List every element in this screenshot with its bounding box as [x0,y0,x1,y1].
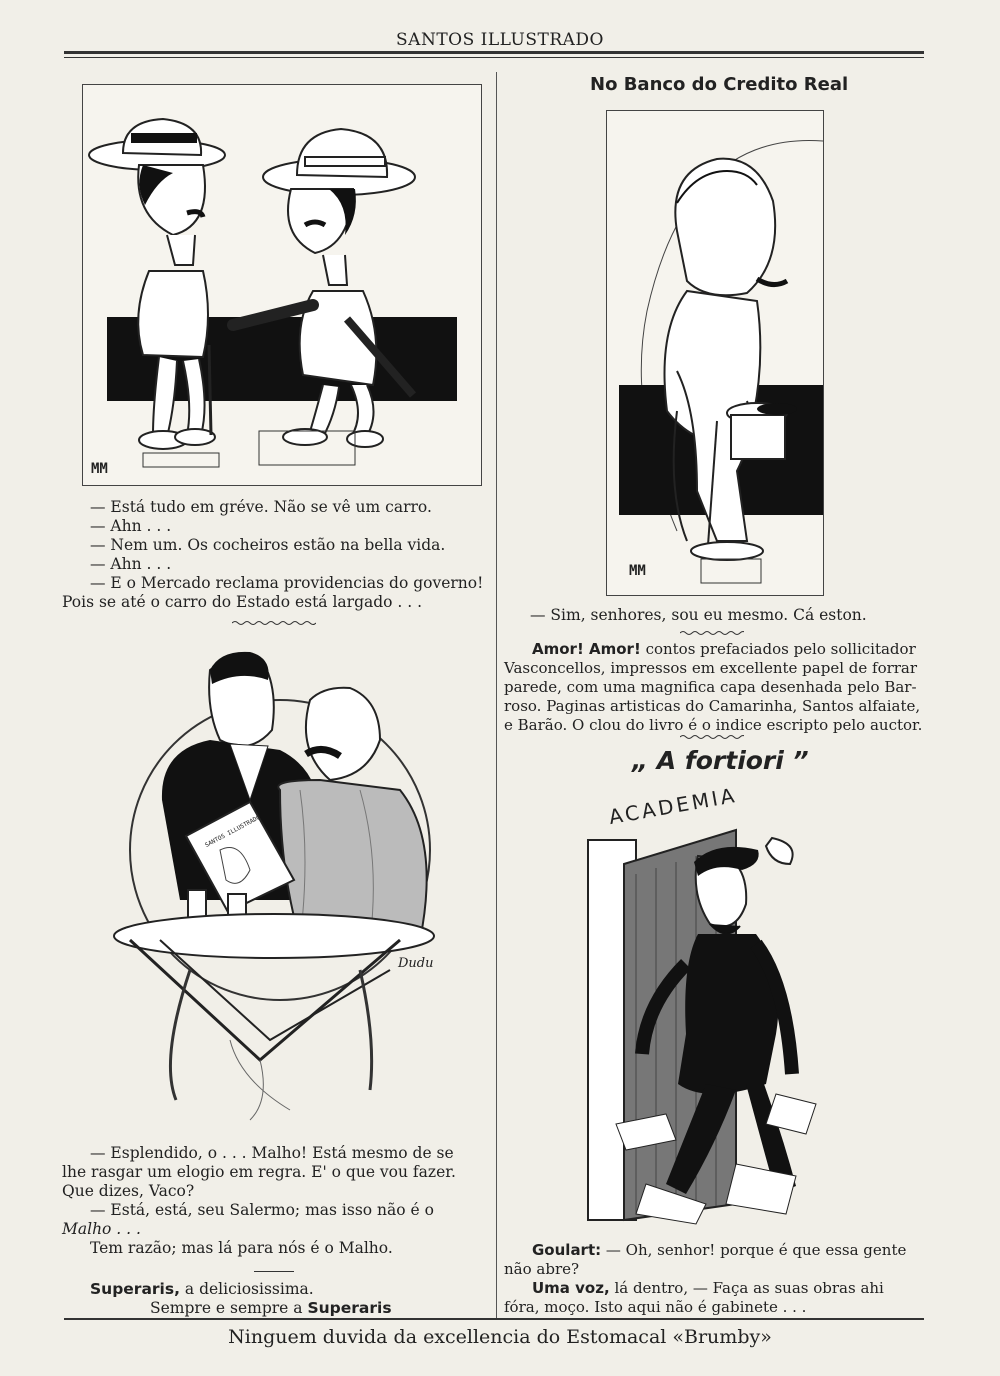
dialog-text: — Oh, senhor! porque é que essa gente [601,1241,907,1259]
dialog-text: lá dentro, — Faça as suas obras ahi [609,1279,884,1297]
cartoon-cafe-illustration [100,640,460,1140]
column-divider [496,72,497,1320]
caption-line: Pois se até o carro do Estado está largado . . . [62,593,423,611]
door-sign: ACADEMIA [606,782,739,830]
fortiori-title: „ A fortiori ” [632,746,809,775]
artist-monogram: MM [629,563,646,579]
caption-line: — Nem um. Os cocheiros estão na bella vida. [90,536,446,554]
artist-signature: Dudu [398,956,434,971]
notice-line: e Barão. O clou do livro é o indice escripto pelo auctor. [504,716,923,734]
magazine-cover-text: SANTOS ILLUSTRADO [203,813,262,850]
dialog-speaker: Goulart: [532,1241,602,1259]
fortiori-dialog [504,1241,930,1317]
page-header-title: SANTOS ILLUSTRADO [396,30,604,50]
dialog-text: fóra, moço. Isto aqui não é gabinete . . . [504,1298,807,1316]
ad-brand: Superaris, [90,1280,180,1298]
header-rule [64,51,924,54]
wavy-separator [680,734,744,740]
caption-line: — E o Mercado reclama providencias do governo! [90,574,484,592]
artist-monogram: MM [91,461,108,477]
superaris-ad [62,1280,492,1318]
footer-advert: Ninguem duvida da excellencia do Estomacal «Brumby» [228,1326,772,1348]
ad-brand: Superaris [307,1299,392,1317]
cartoon-cafe-table [100,640,460,1140]
wavy-separator [680,630,744,636]
notice-line: roso. Paginas artisticas do Camarinha, Santos alfaiate, [504,697,921,715]
cartoon-banker-top-hat [606,110,824,596]
dialog-speaker: Uma voz, [532,1279,610,1297]
cartoon-two-men-illustration [83,85,481,485]
caption-line: Malho . . . [62,1220,141,1238]
wavy-separator [232,620,316,626]
footer-rule [64,1318,924,1320]
notice-line: parede, com uma magnifica capa desenhada pelo Bar- [504,678,917,696]
cartoon-two-men-hats [82,84,482,486]
caption-line: — Ahn . . . [90,555,172,573]
caption-line: lhe rasgar um elogio em regra. E' o que vou fazer. [62,1163,456,1181]
ad-text: Sempre e sempre a [150,1299,308,1317]
header-rule-thin [64,57,924,58]
cartoon1-caption [62,498,492,612]
banker-illustration [607,111,823,595]
cartoon2-caption [62,1144,492,1258]
academia-illustration [586,784,852,1232]
notice-line: Vasconcellos, impressos em excellente papel de forrar [504,659,918,677]
caption-line: — Está tudo em gréve. Não se vê um carro. [90,498,432,516]
ad-text: a deliciosissima. [179,1280,314,1298]
caption-line: — Ahn . . . [90,517,172,535]
banco-caption: — Sim, senhores, sou eu mesmo. Cá eston. [530,606,867,624]
dialog-text: não abre? [504,1260,580,1278]
caption-line: — Está, está, seu Salermo; mas isso não é o [90,1201,434,1219]
caption-line: — Esplendido, o . . . Malho! Está mesmo de se [90,1144,454,1162]
notice-lead: Amor! Amor! [532,640,641,658]
short-rule [254,1271,294,1272]
cartoon-academia-door [586,784,852,1232]
notice-line: contos prefaciados pelo sollicitador [640,640,916,658]
amor-notice [504,640,930,735]
caption-line: Que dizes, Vaco? [62,1182,195,1200]
caption-line: Tem razão; mas lá para nós é o Malho. [90,1239,393,1257]
banco-title: No Banco do Credito Real [590,74,849,95]
